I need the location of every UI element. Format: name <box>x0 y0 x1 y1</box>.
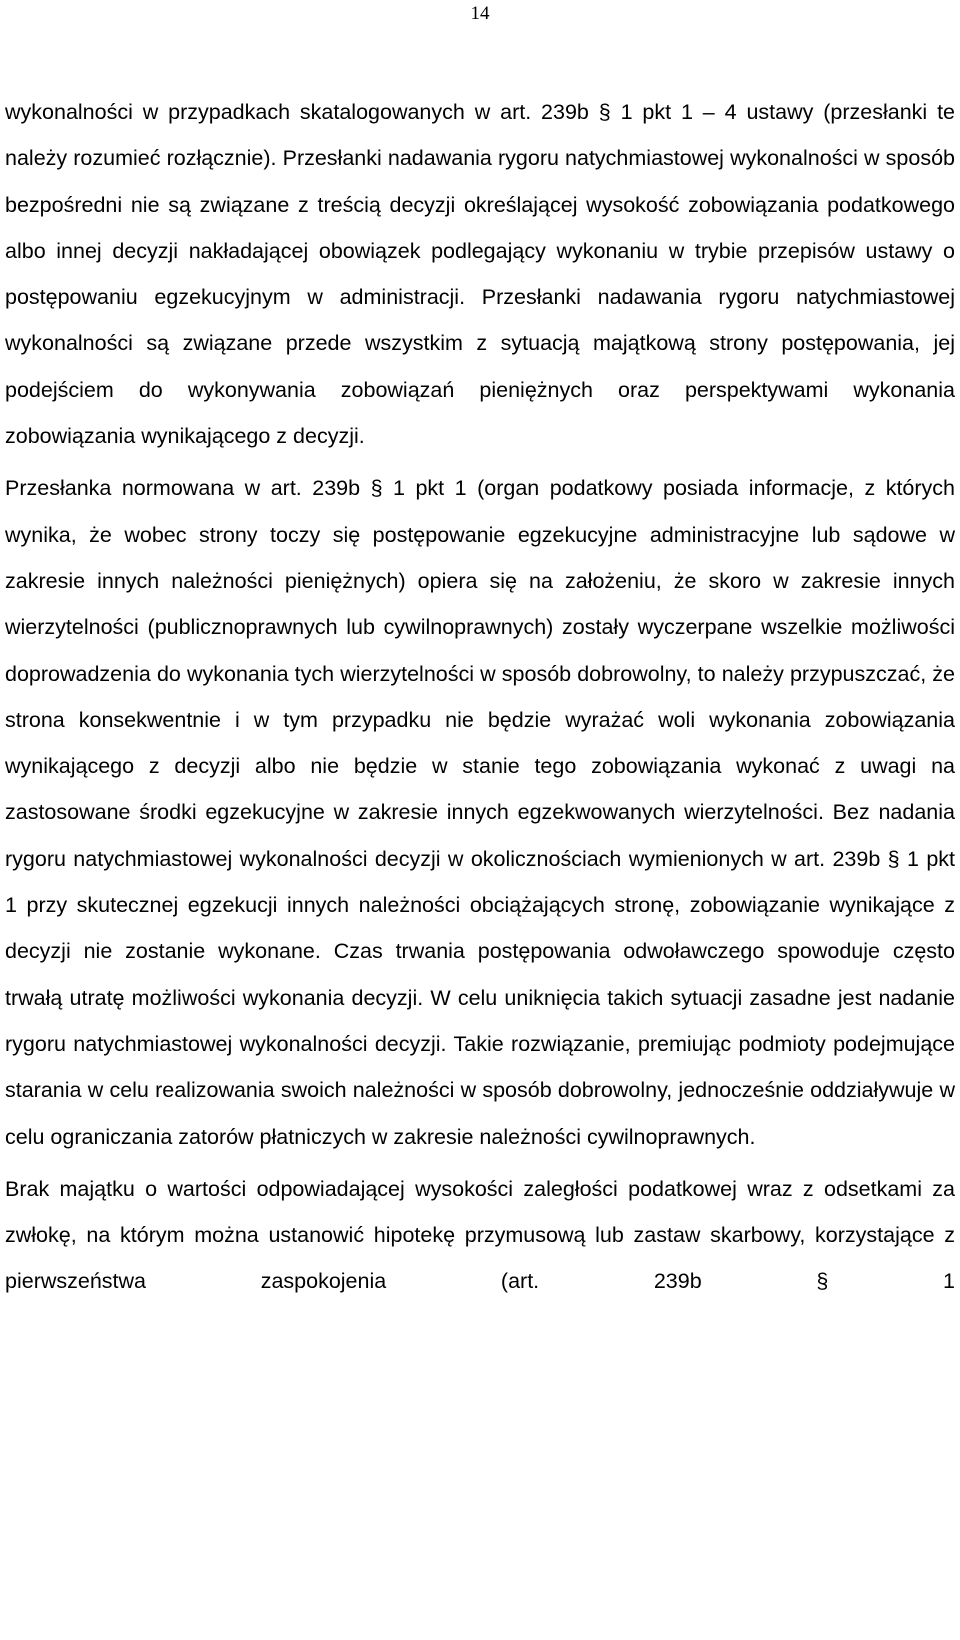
page-number: 14 <box>470 3 490 24</box>
paragraph-1: wykonalności w przypadkach skatalogowanych w art. 239b § 1 pkt 1 – 4 ustawy (przesłanki te należy rozumieć rozłącznie). Przesłanki nadawania rygoru natychmiastowej wykonalności w sposób bezpośredni nie są związane z treścią decyzji określającej wysokość zobowiązania podatkowego albo innej decyzji nakładającej obowiązek podlegający wykonaniu w trybie przepisów ustawy o postępowaniu egzekucyjnym w administracji. Przesłanki nadawania rygoru natychmiastowej wykonalności są związane przede wszystkim z sytuacją majątkową strony postępowania, jej podejściem do wykonywania zobowiązań pieniężnych oraz perspektywami wykonania zobowiązania wynikającego z decyzji. <box>5 100 955 449</box>
paragraph-3: Brak majątku o wartości odpowiadającej wysokości zaległości podatkowej wraz z odsetkami za zwłokę, na którym można ustanowić hipotekę przymusową lub zastaw skarbowy, korzystające z pierwszeństwa zaspokojenia (art. 239b § 1 <box>5 1176 955 1294</box>
document-body <box>5 89 955 1305</box>
paragraph-2: Przesłanka normowana w art. 239b § 1 pkt 1 (organ podatkowy posiada informacje, z których wynika, że wobec strony toczy się postępowanie egzekucyjne administracyjne lub sądowe w zakresie innych należności pieniężnych) opiera się na założeniu, że skoro w zakresie innych wierzytelności (publicznoprawnych lub cywilnoprawnych) zostały wyczerpane wszelkie możliwości doprowadzenia do wykonania tych wierzytelności w sposób dobrowolny, to należy przypuszczać, że strona konsekwentnie i w tym przypadku nie będzie wyrażać woli wykonania zobowiązania wynikającego z decyzji albo nie będzie w stanie tego zobowiązania wykonać z uwagi na zastosowane środki egzekucyjne w zakresie innych egzekwowanych wierzytelności. Bez nadania rygoru natychmiastowej wykonalności decyzji w okolicznościach wymienionych w art. 239b § 1 pkt 1 przy skutecznej egzekucji innych należności obciążających stronę, zobowiązanie wynikające z decyzji nie zostanie wykonane. Czas trwania postępowania odwoławczego spowoduje często trwałą utratę możliwości wykonania decyzji. W celu uniknięcia takich sytuacji zasadne jest nadanie rygoru natychmiastowej wykonalności decyzji. Takie rozwiązanie, premiując podmioty podejmujące starania w celu realizowania swoich należności w sposób dobrowolny, jednocześnie oddziaływuje w celu ograniczania zatorów płatniczych w zakresie należności cywilnoprawnych. <box>5 476 955 1149</box>
